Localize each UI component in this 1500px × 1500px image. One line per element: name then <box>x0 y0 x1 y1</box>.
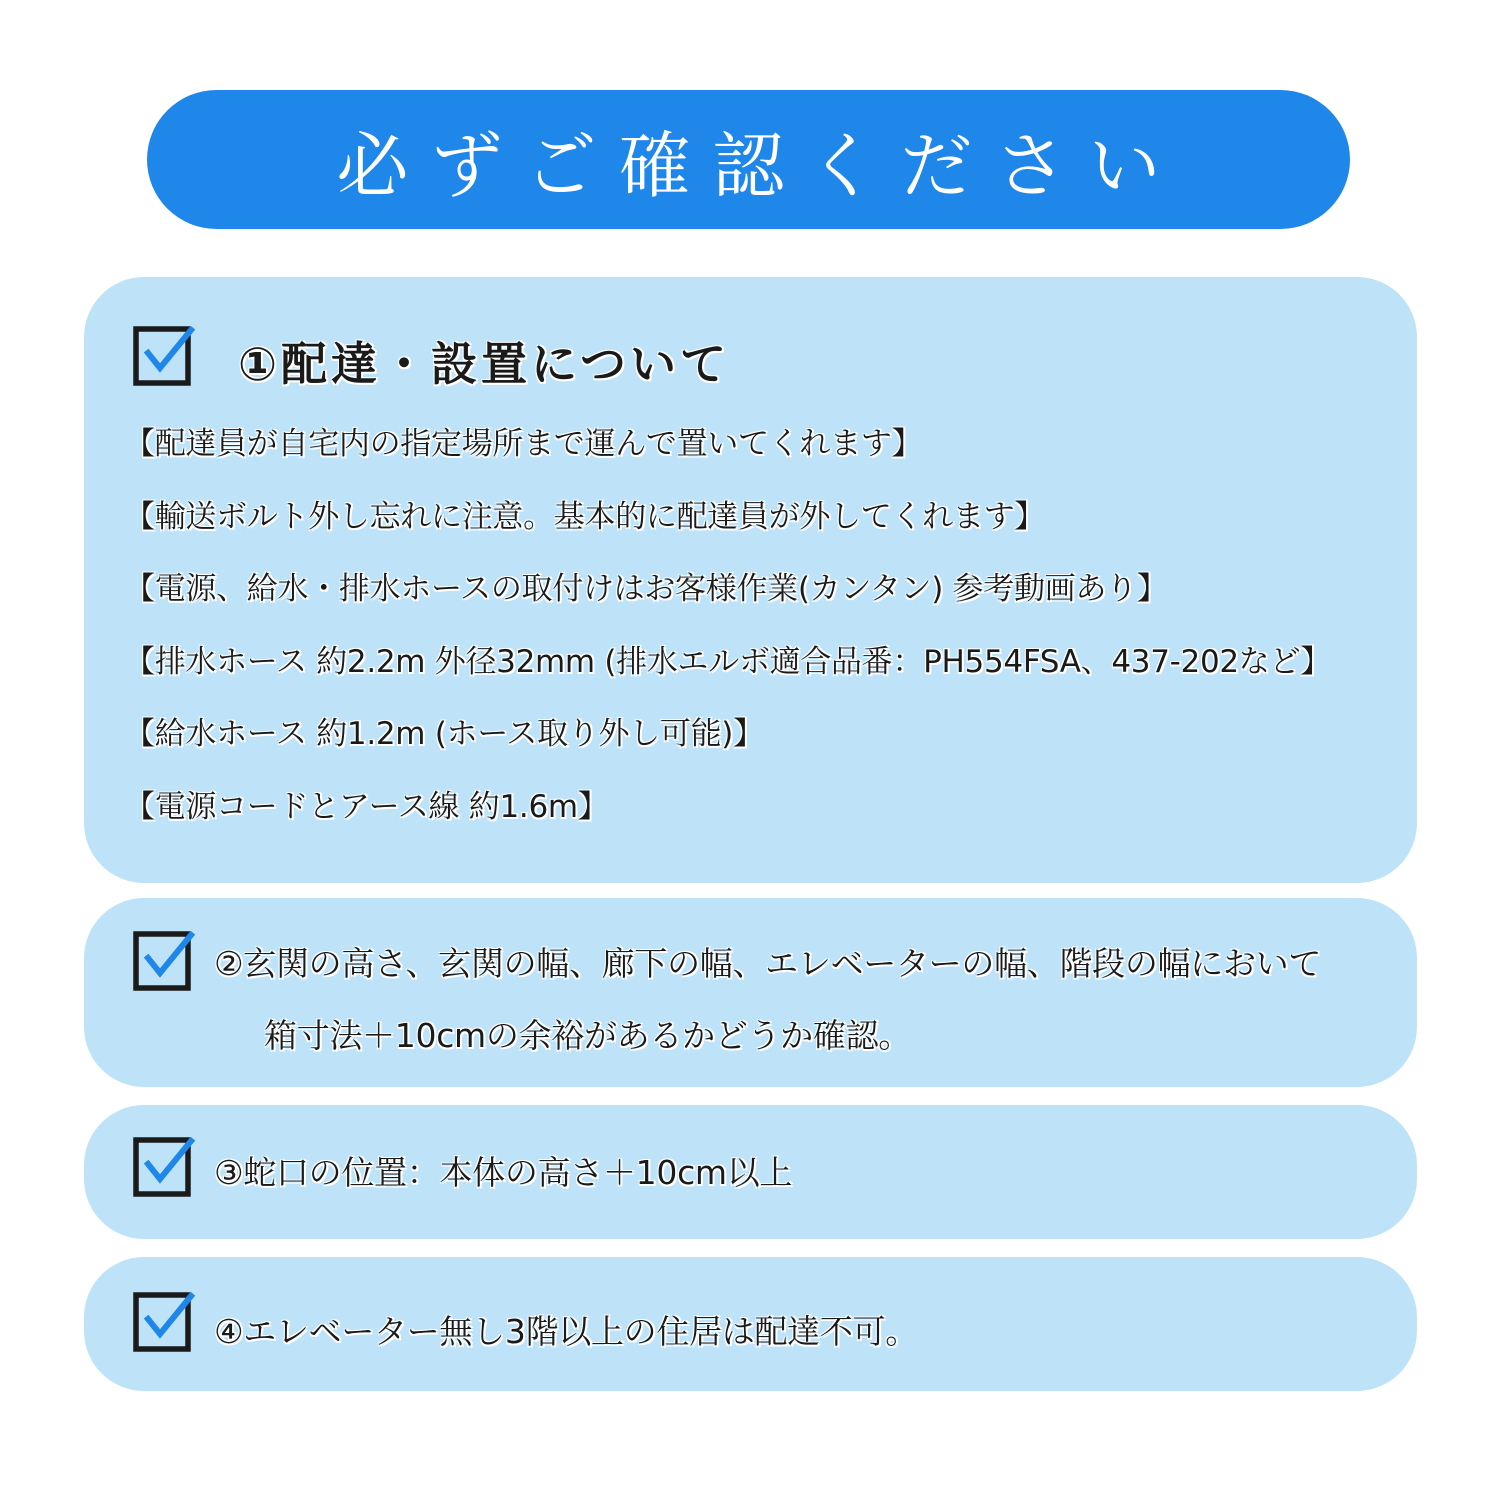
list-item: 【電源、給水・排水ホースの取付けはお客様作業(カンタン) 参考動画あり】 <box>124 571 1168 607</box>
faucet-position-text: ③蛇口の位置：本体の高さ＋10cm以上 <box>214 1153 793 1192</box>
checkbox-checked-icon <box>133 1292 195 1354</box>
list-item: 【電源コードとアース線 約1.6m】 <box>124 788 609 825</box>
header-banner <box>147 90 1350 229</box>
delivery-notes-list <box>124 418 1331 853</box>
list-item: 【輸送ボルト外し忘れに注意。基本的に配達員が外してくれます】 <box>124 498 1045 535</box>
section-heading-delivery: ①配達・設置について <box>238 337 731 391</box>
entrance-check-line-1: ②玄関の高さ、玄関の幅、廊下の幅、エレベーターの幅、階段の幅において <box>214 944 1322 983</box>
checkbox-checked-icon <box>133 931 195 993</box>
elevator-notice-text: ④エレベーター無し3階以上の住居は配達不可。 <box>214 1312 918 1351</box>
page-title: 必ずご確認ください <box>336 123 1183 208</box>
list-item: 【配達員が自宅内の指定場所まで運んで置いてくれます】 <box>124 426 923 462</box>
list-item: 【給水ホース 約1.2m (ホース取り外し可能)】 <box>124 716 764 752</box>
checkbox-checked-icon <box>133 1137 195 1199</box>
entrance-size-card <box>84 898 1417 1087</box>
list-item: 【排水ホース 約2.2m 外径32mm (排水エルボ適合品番：PH554FSA、437-202など】 <box>124 643 1331 680</box>
entrance-check-line-2: 箱寸法＋10cmの余裕があるかどうか確認。 <box>264 1016 911 1055</box>
checkbox-checked-icon <box>133 326 195 388</box>
